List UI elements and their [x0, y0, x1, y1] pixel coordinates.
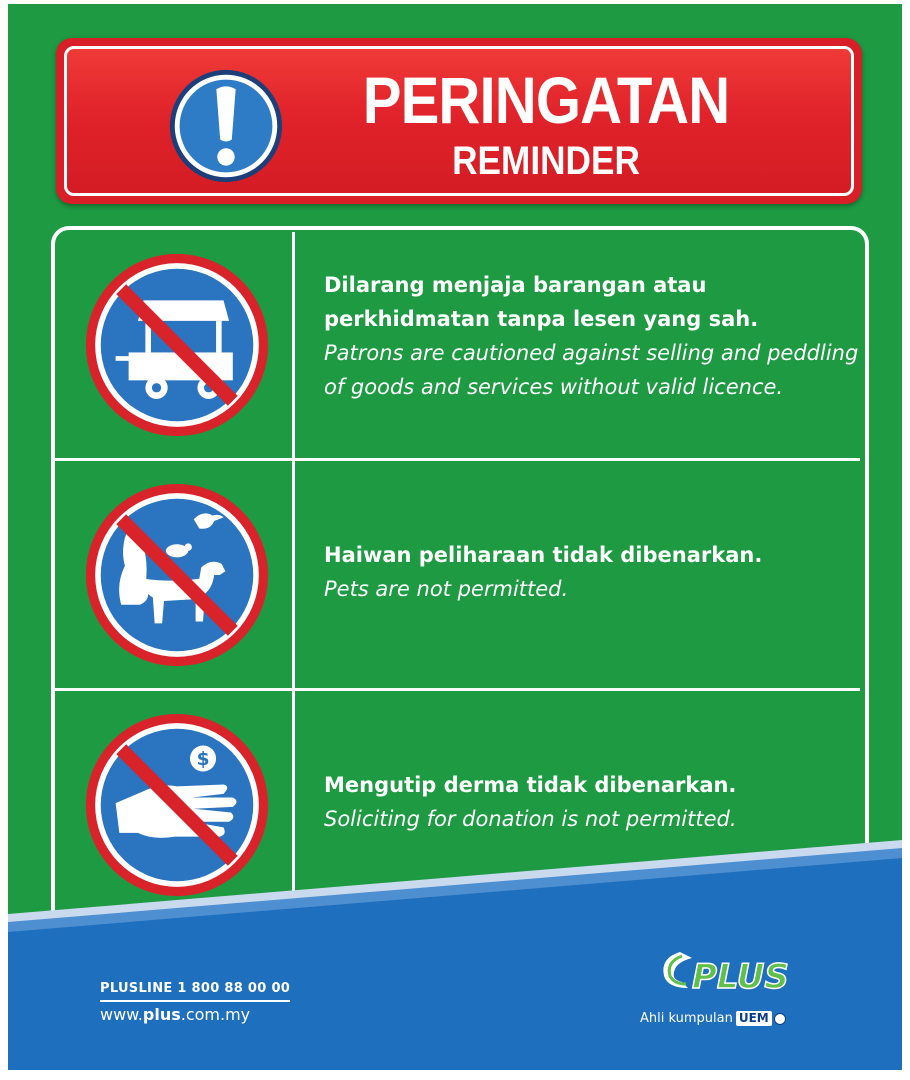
rule-malay-line: Mengutip derma tidak dibenarkan. — [324, 773, 737, 797]
rule-english-line: of goods and services without valid licence. — [324, 375, 784, 399]
uem-emblem-icon — [774, 1013, 786, 1025]
member-of-group: Ahli kumpulan UEM — [640, 1011, 786, 1026]
rule-malay-line: Dilarang menjaja barangan atau — [324, 273, 707, 297]
uem-logo: UEM — [736, 1011, 772, 1026]
website-url: www.plus.com.my — [100, 1005, 251, 1024]
plusline-hotline: PLUSLINE 1 800 88 00 00 — [100, 981, 290, 1002]
rule-english-line: Patrons are cautioned against selling and peddling — [324, 341, 859, 365]
reminder-sign — [8, 4, 902, 1070]
svg-text:PLUS: PLUS — [692, 957, 789, 997]
rule-english-line: Pets are not permitted. — [324, 577, 569, 601]
svg-text:$: $ — [196, 749, 210, 771]
plus-logo — [658, 944, 808, 1004]
title-reminder: REMINDER — [452, 139, 640, 183]
footer-wave — [8, 4, 902, 1070]
rule-english-line: Soliciting for donation is not permitted. — [324, 807, 737, 831]
rule-malay-line: Haiwan peliharaan tidak dibenarkan. — [324, 543, 763, 567]
title-peringatan: PERINGATAN — [362, 63, 730, 137]
rule-malay-line: perkhidmatan tanpa lesen yang sah. — [324, 307, 759, 331]
